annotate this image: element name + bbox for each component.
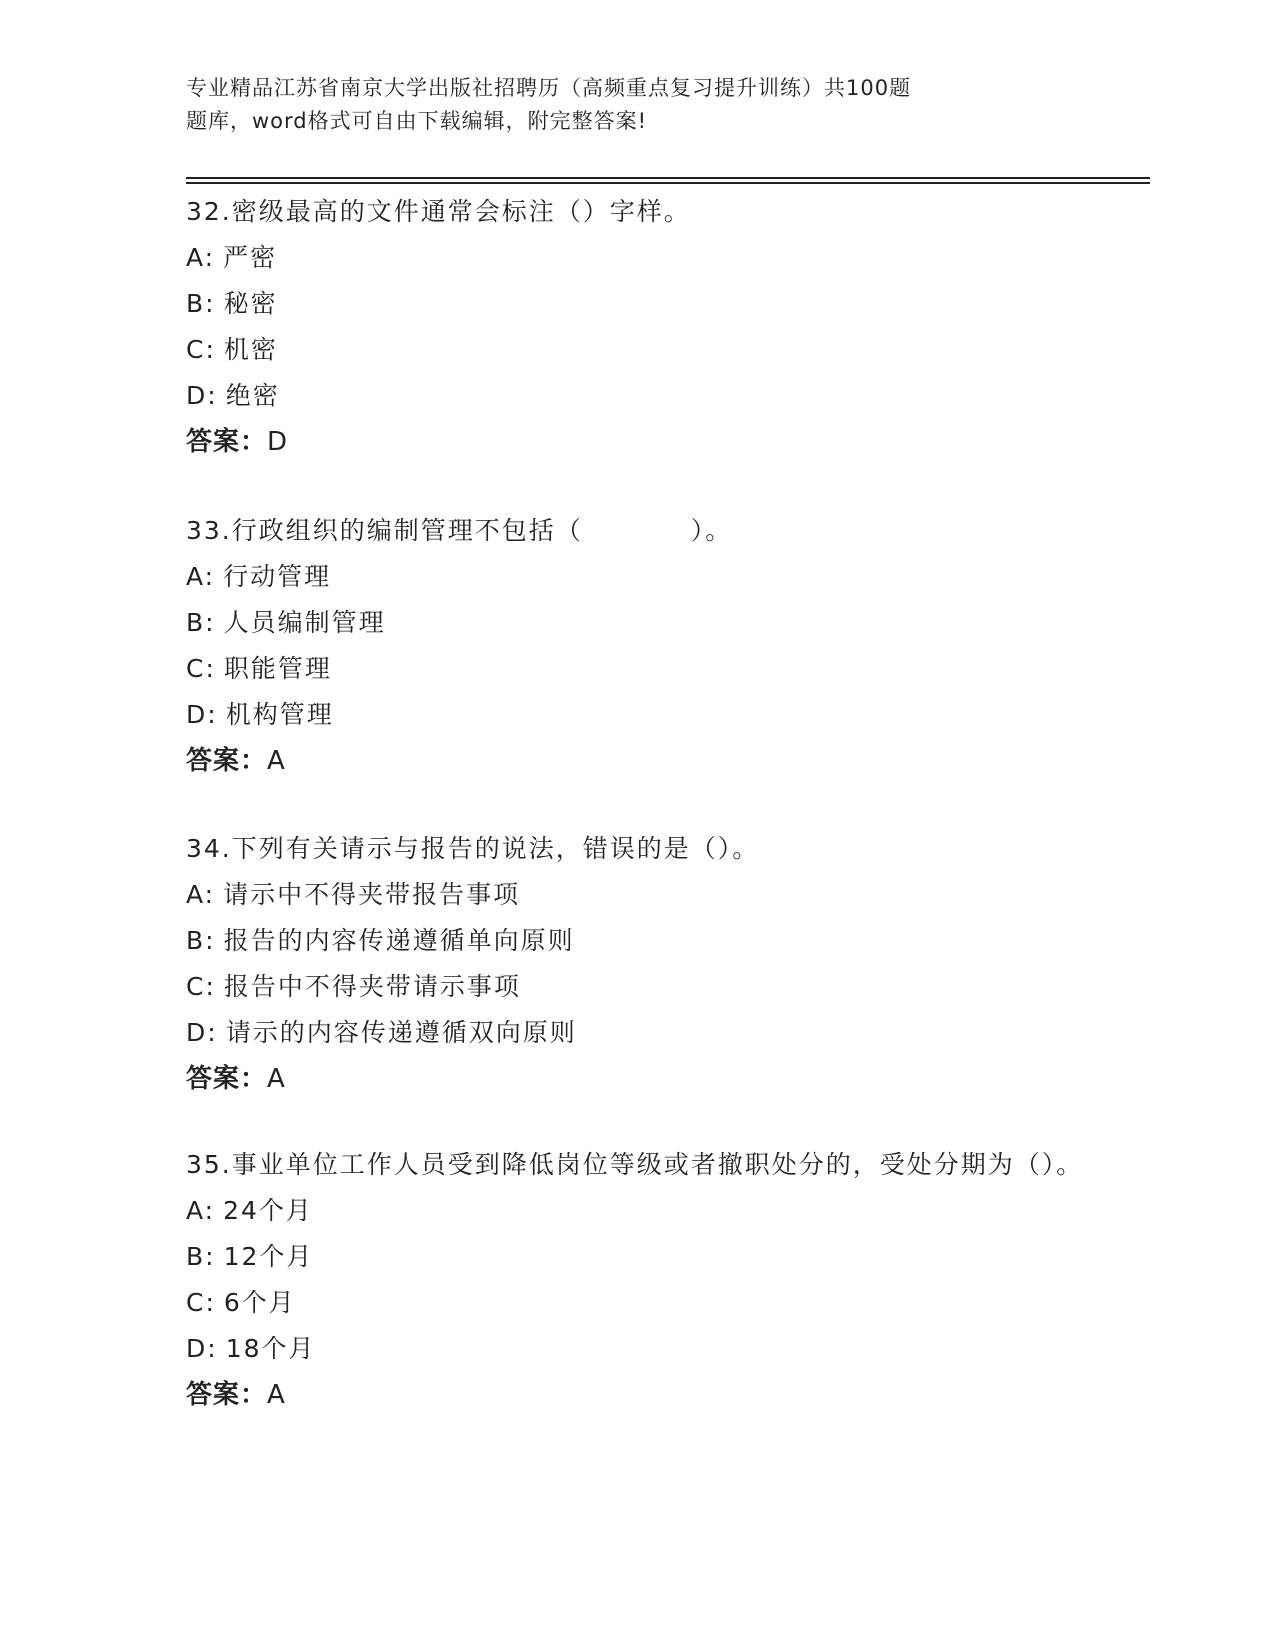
option-b — [186, 918, 1086, 964]
question-32 — [186, 189, 1086, 465]
option-text: 报告中不得夹带请示事项 — [223, 972, 521, 1001]
option-text: 12个月 — [223, 1242, 314, 1271]
option-c — [186, 646, 1086, 692]
option-letter: B: — [186, 926, 216, 955]
option-a — [186, 235, 1086, 281]
answer-line — [186, 419, 1086, 465]
question-stem: 32.密级最高的文件通常会标注（）字样。 — [186, 197, 691, 226]
option-text: 机构管理 — [225, 700, 334, 729]
option-letter: C: — [186, 335, 216, 364]
option-text: 报告的内容传递遵循单向原则 — [223, 926, 575, 955]
option-letter: D: — [186, 700, 218, 729]
option-letter: A: — [186, 562, 216, 591]
answer-line — [186, 1056, 1086, 1102]
option-letter: D: — [186, 1018, 218, 1047]
question-stem: 35.事业单位工作人员受到降低岗位等级或者撤职处分的，受处分期为（）。 — [186, 1150, 1084, 1179]
question-stem: 34.下列有关请示与报告的说法，错误的是（）。 — [186, 834, 760, 863]
option-b — [186, 1234, 1086, 1280]
answer-value: A — [267, 1064, 286, 1094]
option-letter: D: — [186, 1334, 218, 1363]
option-text: 请示中不得夹带报告事项 — [223, 880, 521, 909]
option-letter: C: — [186, 1288, 216, 1317]
option-a — [186, 554, 1086, 600]
header-divider-top — [186, 177, 1150, 179]
answer-label: 答案： — [186, 1064, 268, 1094]
question-stem: 33.行政组织的编制管理不包括（ ）。 — [186, 516, 733, 545]
option-d — [186, 692, 1086, 738]
option-c — [186, 327, 1086, 373]
option-text: 24个月 — [223, 1196, 313, 1225]
option-letter: A: — [186, 880, 216, 909]
answer-label: 答案： — [186, 1380, 268, 1410]
header-divider-bottom — [186, 182, 1150, 184]
answer-value: A — [267, 1380, 286, 1410]
option-text: 请示的内容传递遵循双向原则 — [225, 1018, 577, 1047]
option-text: 机密 — [223, 335, 278, 364]
answer-value: D — [267, 427, 289, 457]
option-d — [186, 1010, 1086, 1056]
option-text: 秘密 — [223, 289, 278, 318]
answer-label: 答案： — [186, 427, 268, 457]
option-letter: B: — [186, 289, 216, 318]
document-header — [186, 72, 1016, 138]
header-line-1: 专业精品江苏省南京大学出版社招聘历（高频重点复习提升训练）共100题 — [186, 76, 912, 100]
question-33 — [186, 508, 1086, 784]
option-a — [186, 1188, 1086, 1234]
option-b — [186, 281, 1086, 327]
option-text: 6个月 — [223, 1288, 296, 1317]
option-text: 绝密 — [225, 381, 280, 410]
option-text: 职能管理 — [223, 654, 332, 683]
option-letter: C: — [186, 972, 216, 1001]
option-d — [186, 1326, 1086, 1372]
question-34 — [186, 826, 1086, 1102]
question-35 — [186, 1142, 1086, 1418]
answer-label: 答案： — [186, 746, 268, 776]
option-letter: A: — [186, 243, 216, 272]
header-line-2: 题库，word格式可自由下载编辑，附完整答案! — [186, 109, 648, 133]
answer-line — [186, 1372, 1086, 1418]
option-letter: A: — [186, 1196, 216, 1225]
option-text: 人员编制管理 — [223, 608, 386, 637]
option-text: 18个月 — [225, 1334, 316, 1363]
option-letter: B: — [186, 608, 216, 637]
option-b — [186, 600, 1086, 646]
option-text: 行动管理 — [223, 562, 332, 591]
answer-line — [186, 738, 1086, 784]
option-text: 严密 — [223, 243, 278, 272]
answer-value: A — [267, 746, 286, 776]
option-c — [186, 964, 1086, 1010]
option-c — [186, 1280, 1086, 1326]
option-d — [186, 373, 1086, 419]
option-letter: D: — [186, 381, 218, 410]
option-a — [186, 872, 1086, 918]
option-letter: C: — [186, 654, 216, 683]
option-letter: B: — [186, 1242, 216, 1271]
